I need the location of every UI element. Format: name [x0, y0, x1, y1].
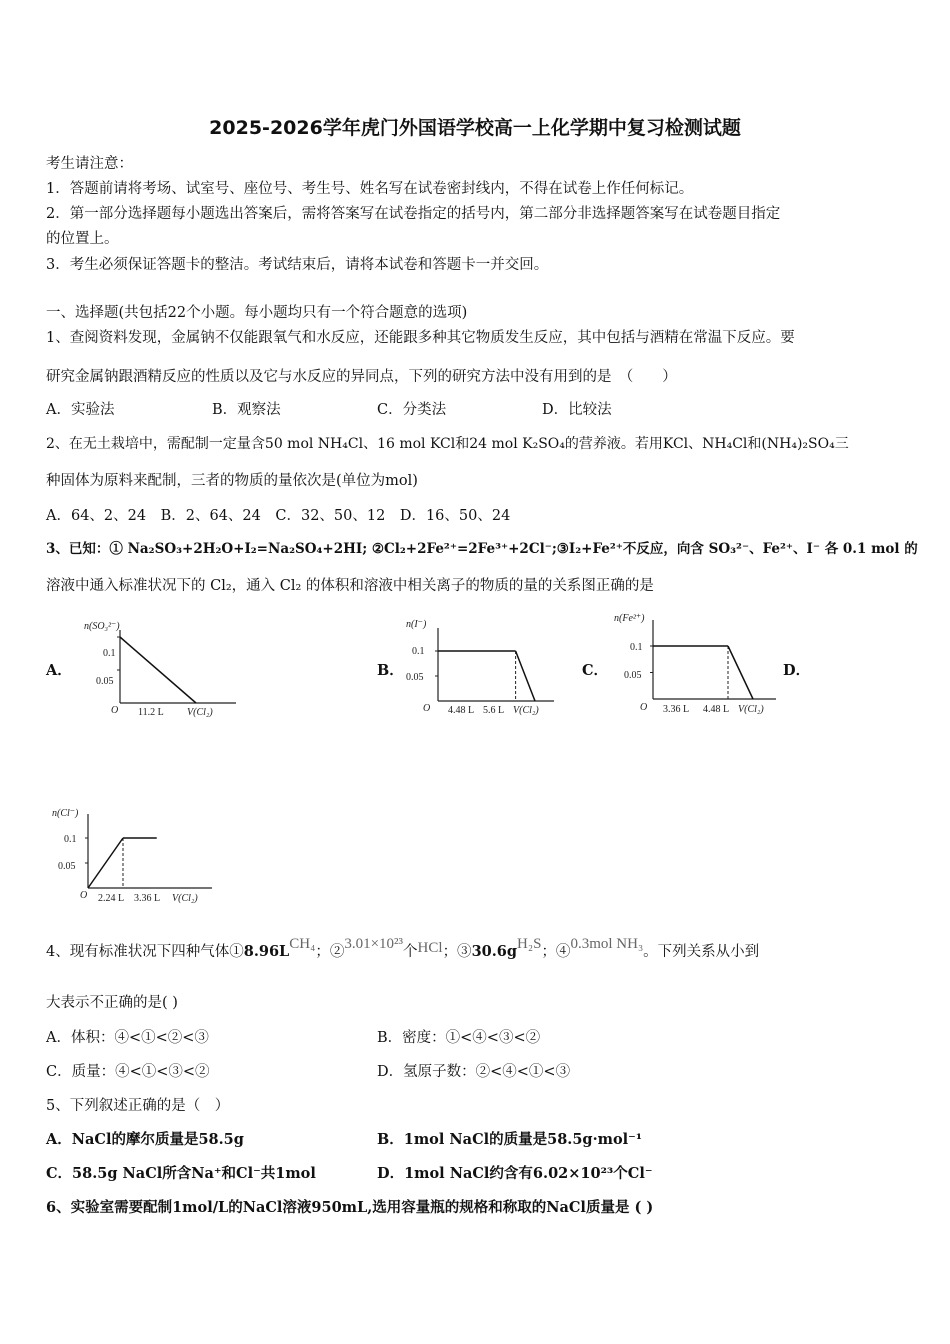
chart-c	[610, 606, 780, 724]
q6-stem: 6、实验室需要配制1mol/L的NaCl溶液950mL,选用容量瓶的规格和称取的NaCl质量是 ( )	[46, 1199, 654, 1216]
q5-stem: 5、下列叙述正确的是（ ）	[46, 1098, 230, 1114]
q2-stem: 2、在无土栽培中，需配制一定量含50 mol NH₄Cl、16 mol KCl和24 mol K₂SO₄的营养液。若用KCl、NH₄Cl和(NH₄)₂SO₄三	[46, 436, 849, 452]
q1-option-a[interactable]: A．实验法	[46, 402, 115, 418]
q4-gas2-formula: HCl	[417, 940, 443, 956]
chart-d	[46, 800, 216, 912]
ytick-label: 0.05	[96, 676, 114, 687]
chart-ylabel: n(I⁻)	[406, 619, 427, 630]
q4-sep: ；④	[541, 944, 571, 960]
page-title: 2025-2026学年虎门外国语学校高一上化学期中复习检测试题	[209, 117, 741, 139]
q4-tail: 。下列关系从小到	[643, 944, 760, 960]
q4-gas4: 0.3mol NH₃	[570, 936, 644, 952]
notice-item: 3．考生必须保证答题卡的整洁。考试结束后，请将本试卷和答题卡一并交回。	[46, 257, 549, 273]
xtick-label: 5.6 L	[483, 705, 505, 716]
q5-option-c[interactable]: C．58.5g NaCl所含Na⁺和Cl⁻共1mol	[46, 1165, 316, 1182]
xtick-label: 2.24 L	[98, 893, 125, 904]
ytick-label: 0.1	[412, 646, 425, 657]
q4-stem	[46, 936, 760, 961]
xtick-label: 4.48 L	[448, 705, 475, 716]
series-segment	[88, 838, 123, 888]
q4-gas3-formula: H₂S	[517, 936, 542, 952]
q4-option-d[interactable]: D．氢原子数：②<④<①<③	[377, 1064, 571, 1080]
ytick-label: 0.1	[64, 834, 77, 845]
q1-option-c[interactable]: C．分类法	[377, 402, 447, 418]
q5-option-a[interactable]: A．NaCl的摩尔质量是58.5g	[46, 1131, 244, 1148]
q3-option-b-label[interactable]: B．	[377, 662, 404, 679]
ytick-label: 0.1	[103, 648, 116, 659]
chart-ylabel: n(Fe²⁺)	[614, 613, 645, 624]
q4-lead: 4、现有标准状况下四种气体①	[46, 944, 244, 960]
chart-xlabel: V(Cl₂)	[187, 707, 213, 718]
q4-stem: 大表示不正确的是( )	[46, 995, 178, 1011]
q3-option-d-label[interactable]: D．	[783, 662, 811, 679]
origin-label: O	[80, 890, 88, 901]
origin-label: O	[423, 703, 431, 714]
chart-a	[80, 616, 240, 726]
series-segment	[120, 637, 196, 703]
chart-b	[398, 614, 558, 724]
origin-label: O	[640, 702, 648, 713]
q4-option-c[interactable]: C．质量：④<①<③<②	[46, 1064, 210, 1080]
ytick-label: 0.05	[406, 672, 424, 683]
q4-gas1-volume: 8.96L	[243, 943, 290, 960]
notice-item: 1．答题前请将考场、试室号、座位号、考生号、姓名写在试卷密封线内，不得在试卷上作任何标记。	[46, 181, 694, 197]
chart-xlabel: V(Cl₂)	[172, 893, 198, 904]
notice-item: 2．第一部分选择题每小题选出答案后，需将答案写在试卷指定的括号内，第二部分非选择题答案写在试卷题目指定	[46, 206, 781, 222]
q3-option-c-label[interactable]: C．	[582, 662, 609, 679]
xtick-label: 3.36 L	[134, 893, 161, 904]
q4-sep: ；③	[442, 944, 472, 960]
notice-item: 的位置上。	[46, 231, 119, 247]
chart-ylabel: n(Cl⁻)	[52, 808, 79, 819]
q4-gas2-count: 3.01×10²³	[344, 936, 404, 952]
q1-stem: 研究金属钠跟酒精反应的性质以及它与水反应的异同点，下列的研究方法中没有用到的是 （ ）	[46, 369, 677, 385]
q3-option-a-label[interactable]: A．	[46, 662, 72, 679]
q1-option-d[interactable]: D．比较法	[542, 402, 612, 418]
ytick-label: 0.05	[58, 861, 76, 872]
q5-option-b[interactable]: B．1mol NaCl的质量是58.5g·mol⁻¹	[377, 1131, 643, 1148]
q4-gas1-formula: CH₄	[289, 936, 316, 952]
origin-label: O	[111, 705, 119, 716]
q5-option-d[interactable]: D．1mol NaCl约含有6.02×10²³个Cl⁻	[377, 1165, 653, 1182]
q1-stem: 1、查阅资料发现，金属钠不仅能跟氧气和水反应，还能跟多种其它物质发生反应，其中包括与酒精在常温下反应。要	[46, 330, 795, 346]
q4-option-a[interactable]: A．体积：④<①<②<③	[46, 1030, 209, 1046]
q3-stem: 3、已知：① Na₂SO₃+2H₂O+I₂=Na₂SO₄+2HI; ②Cl₂+2Fe²⁺=2Fe³⁺+2Cl⁻;③I₂+Fe²⁺不反应，向含 SO₃²⁻、Fe²⁺、I⁻ 各 0.1 mol 的	[46, 541, 918, 557]
q4-gas3-mass: 30.6g	[471, 943, 518, 960]
xtick-label: 11.2 L	[138, 707, 164, 718]
q1-option-b[interactable]: B．观察法	[212, 402, 281, 418]
section-heading: 一、选择题(共包括22个小题。每小题均只有一个符合题意的选项)	[46, 305, 468, 321]
chart-xlabel: V(Cl₂)	[513, 705, 539, 716]
series-segment	[728, 646, 753, 699]
xtick-label: 3.36 L	[663, 704, 690, 715]
series-segment	[516, 651, 535, 701]
q3-stem: 溶液中通入标准状况下的 Cl₂，通入 Cl₂ 的体积和溶液中相关离子的物质的量的关系图正确的是	[46, 578, 654, 594]
q4-option-b[interactable]: B．密度：①<④<③<②	[377, 1030, 541, 1046]
q4-sep: ；②	[315, 944, 345, 960]
ytick-label: 0.1	[630, 642, 643, 653]
chart-xlabel: V(Cl₂)	[738, 704, 764, 715]
xtick-label: 4.48 L	[703, 704, 730, 715]
chart-ylabel: n(SO₃²⁻)	[84, 621, 120, 632]
notice-heading: 考生请注意：	[46, 156, 133, 172]
ytick-label: 0.05	[624, 670, 642, 681]
q2-options[interactable]: A．64、2、24 B．2、64、24 C．32、50、12 D．16、50、24	[46, 508, 511, 524]
q4-unit: 个	[403, 944, 418, 960]
q2-stem: 种固体为原料来配制，三者的物质的量依次是(单位为mol)	[46, 473, 418, 489]
